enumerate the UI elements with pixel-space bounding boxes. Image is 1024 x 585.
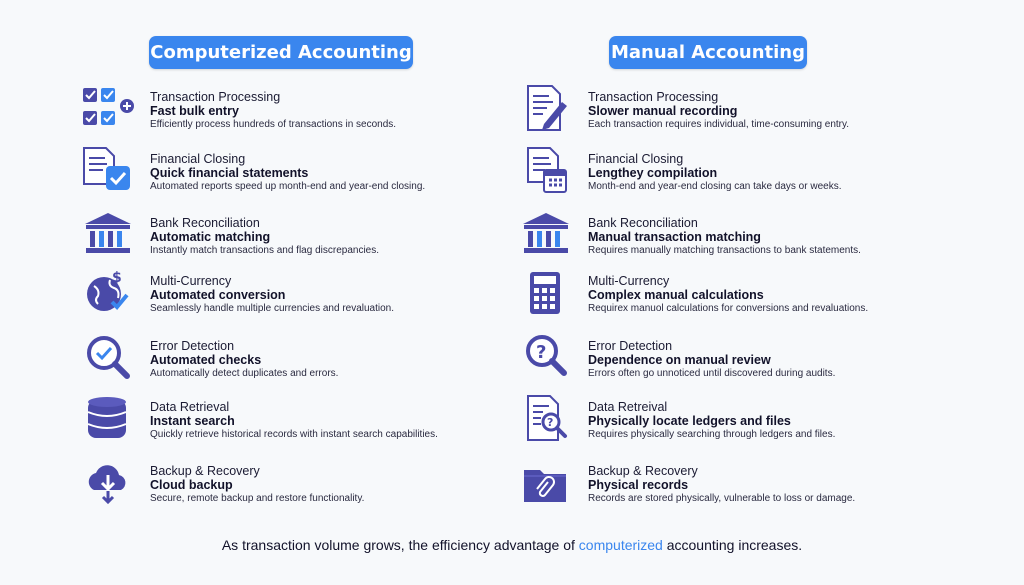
item-title: Financial Closing xyxy=(150,152,246,166)
item-title: Data Retrieval xyxy=(150,400,230,414)
folder-clip-icon xyxy=(520,458,572,508)
item-description: Records are stored physically, vulnerable to loss or damage. xyxy=(588,493,856,504)
item-subtitle: Automated conversion xyxy=(150,288,286,302)
item-subtitle: Complex manual calculations xyxy=(588,288,764,302)
item-description: Efficiently process hundreds of transactions in seconds. xyxy=(150,119,397,130)
item-subtitle: Fast bulk entry xyxy=(150,104,239,118)
item-description: Requirex manuol calculations for conversions and revaluations. xyxy=(588,303,869,314)
manual-header: Manual Accounting xyxy=(609,36,807,69)
item-title: Transaction Processing xyxy=(150,90,281,104)
item-subtitle: Cloud backup xyxy=(150,478,233,492)
item-title: Error Detection xyxy=(588,339,673,353)
magnifier-question-icon xyxy=(520,333,572,383)
globe-currency-check-icon xyxy=(82,268,134,318)
item-description: Requires manually matching transactions to bank statements. xyxy=(588,245,861,256)
item-description: Requires physically searching through ledgers and files. xyxy=(588,429,836,440)
computerized-header: Computerized Accounting xyxy=(149,36,413,69)
item-description: Automated reports speed up month-end and year-end closing. xyxy=(150,181,426,192)
item-description: Each transaction requires individual, time-consuming entry. xyxy=(588,119,850,130)
item-subtitle: Quick financial statements xyxy=(150,166,309,180)
checklist-add-icon xyxy=(82,84,134,134)
footer-highlight: computerized xyxy=(578,537,663,553)
cloud-download-icon xyxy=(82,458,134,508)
item-title: Multi-Currency xyxy=(588,274,670,288)
database-icon xyxy=(82,394,134,444)
item-subtitle: Physical records xyxy=(588,478,689,492)
item-description: Automatically detect duplicates and errors. xyxy=(150,368,339,379)
footer-caption xyxy=(0,537,1024,553)
item-subtitle: Dependence on manual review xyxy=(588,353,771,367)
svg-text:?: ? xyxy=(536,342,547,363)
svg-text:$: $ xyxy=(112,270,122,286)
item-subtitle: Lengthey compilation xyxy=(588,166,718,180)
item-subtitle: Slower manual recording xyxy=(588,104,738,118)
item-title: Bank Reconciliation xyxy=(588,216,698,230)
item-description: Secure, remote backup and restore functionality. xyxy=(150,493,365,504)
item-title: Multi-Currency xyxy=(150,274,232,288)
item-description: Month-end and year-end closing can take days or weeks. xyxy=(588,181,842,192)
item-description: Instantly match transactions and flag discrepancies. xyxy=(150,245,380,256)
item-title: Financial Closing xyxy=(588,152,684,166)
document-calendar-icon xyxy=(520,146,572,196)
item-title: Backup & Recovery xyxy=(150,464,260,478)
item-subtitle: Physically locate ledgers and files xyxy=(588,414,791,428)
magnifier-check-icon xyxy=(82,333,134,383)
item-title: Error Detection xyxy=(150,339,235,353)
item-description: Seamlessly handle multiple currencies and revaluation. xyxy=(150,303,395,314)
bank-icon xyxy=(520,210,572,260)
document-search-icon xyxy=(520,394,572,444)
item-subtitle: Automated checks xyxy=(150,353,262,367)
item-title: Transaction Processing xyxy=(588,90,719,104)
footer-text-after: accounting increases. xyxy=(662,537,803,553)
item-description: Errors often go unnoticed until discovered during audits. xyxy=(588,368,836,379)
bank-icon xyxy=(82,210,134,260)
document-pen-icon xyxy=(520,84,572,134)
calculator-icon xyxy=(520,268,572,318)
item-title: Backup & Recovery xyxy=(588,464,698,478)
item-title: Data Retreival xyxy=(588,400,668,414)
item-subtitle: Instant search xyxy=(150,414,235,428)
item-subtitle: Automatic matching xyxy=(150,230,271,244)
item-title: Bank Reconciliation xyxy=(150,216,260,230)
document-check-icon xyxy=(82,146,134,196)
svg-text:?: ? xyxy=(547,416,554,429)
item-description: Quickly retrieve historical records with instant search capabilities. xyxy=(150,429,438,440)
footer-text-before: As transaction volume grows, the efficiency advantage of xyxy=(221,537,579,553)
item-subtitle: Manual transaction matching xyxy=(588,230,761,244)
